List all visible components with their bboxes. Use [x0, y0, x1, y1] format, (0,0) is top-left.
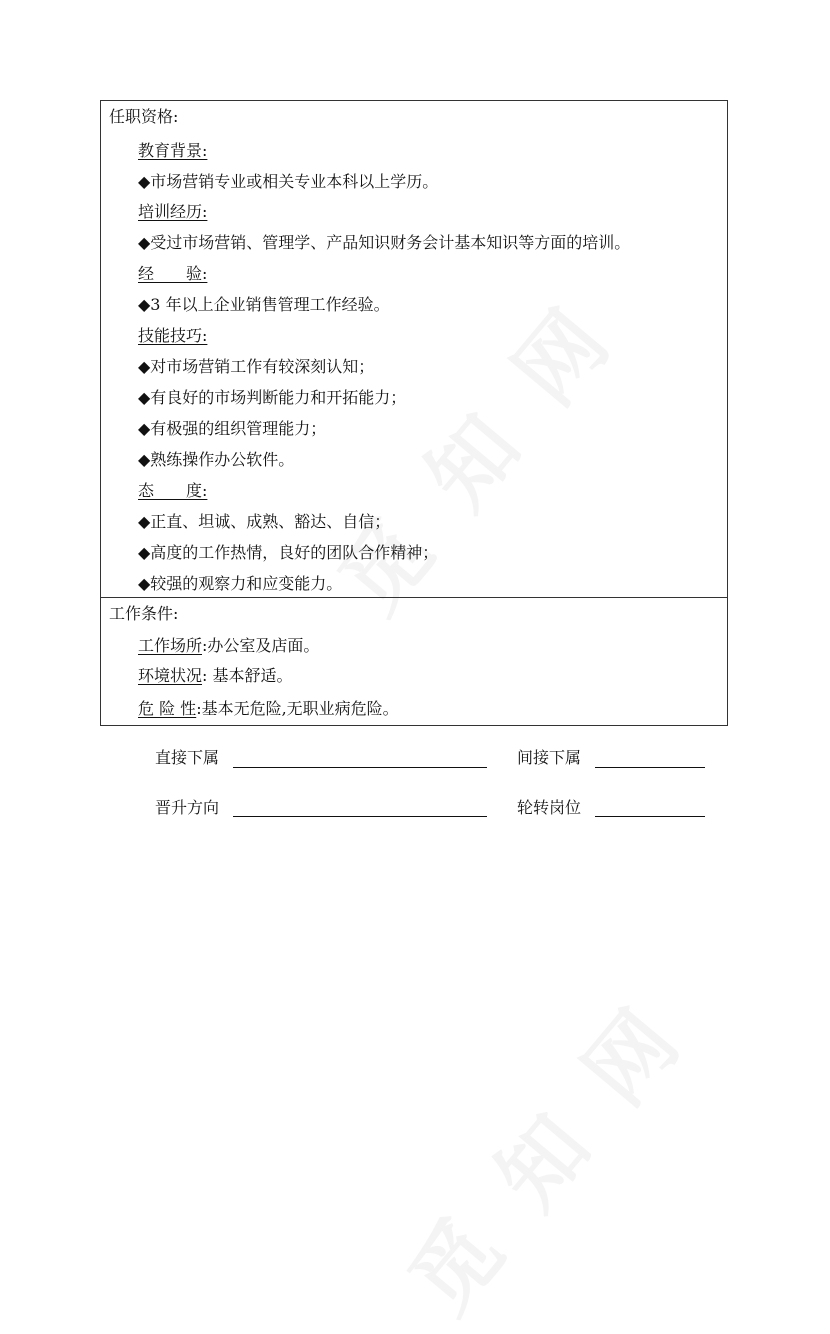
experience-item: ◆3 年以上企业销售管理工作经验。 [138, 295, 390, 314]
education-item: ◆市场营销专业或相关专业本科以上学历。 [138, 172, 439, 191]
attitude-heading: 态 度: [138, 481, 208, 500]
training-heading: 培训经历: [138, 202, 208, 221]
environment-row [138, 666, 293, 686]
environment-value: : 基本舒适。 [202, 666, 293, 685]
conditions-title: 工作条件: [109, 604, 179, 623]
hazard-label: 危 险 性 [138, 699, 197, 718]
experience-heading: 经 验: [138, 264, 208, 283]
hazard-value: :基本无危险,无职业病危险。 [196, 699, 399, 718]
skills-item: ◆有良好的市场判断能力和开拓能力； [138, 388, 407, 407]
promotion-blank[interactable] [233, 816, 487, 817]
rotation-label: 轮转岗位 [517, 798, 582, 817]
skills-item: ◆有极强的组织管理能力； [138, 419, 327, 438]
qualifications-title: 任职资格: [109, 107, 179, 126]
indirect-subordinate-label: 间接下属 [517, 748, 582, 767]
watermark [375, 948, 724, 1332]
hazard-row [138, 699, 399, 719]
rotation-blank[interactable] [595, 816, 705, 817]
training-item: ◆受过市场营销、管理学、产品知识财务会计基本知识等方面的培训。 [138, 233, 631, 252]
workplace-value: :办公室及店面。 [202, 636, 320, 655]
attitude-item: ◆较强的观察力和应变能力。 [138, 574, 343, 593]
attitude-item: ◆高度的工作热情，良好的团队合作精神； [138, 543, 439, 562]
skills-item: ◆熟练操作办公软件。 [138, 450, 295, 469]
section-divider [101, 597, 727, 598]
environment-label: 环境状况 [138, 666, 203, 685]
skills-heading: 技能技巧: [138, 326, 208, 345]
direct-subordinate-label: 直接下属 [155, 748, 220, 767]
qualification-table [100, 100, 728, 726]
direct-subordinate-blank[interactable] [233, 767, 487, 768]
workplace-label: 工作场所 [138, 636, 203, 655]
workplace-row [138, 636, 319, 656]
attitude-item: ◆正直、坦诚、成熟、豁达、自信； [138, 512, 391, 531]
education-heading: 教育背景: [138, 141, 208, 160]
skills-item: ◆对市场营销工作有较深刻认知； [138, 357, 375, 376]
indirect-subordinate-blank[interactable] [595, 767, 705, 768]
promotion-label: 晋升方向 [155, 798, 220, 817]
